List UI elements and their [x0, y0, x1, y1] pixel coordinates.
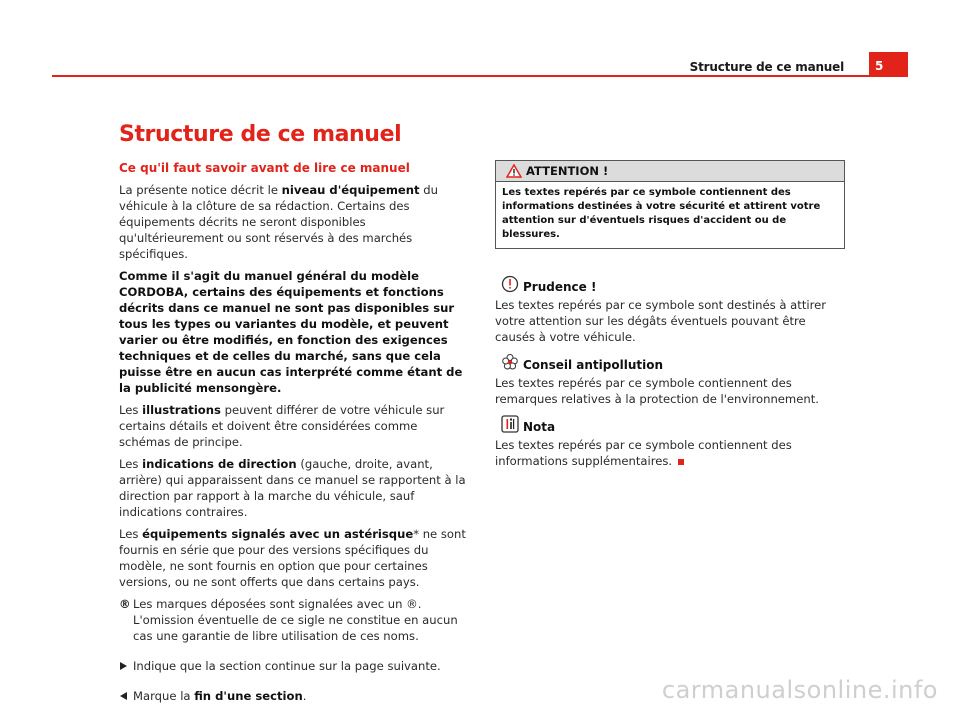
prudence-text: Les textes repérés par ce symbole sont destinés à attirer votre attention sur les dégâts éventuels pouvant être causés à votre véhicule.	[495, 298, 826, 344]
environment-label: Conseil antipollution	[523, 358, 664, 372]
right-column	[495, 160, 845, 477]
attention-text: Les textes repérés par ce symbole contiennent des informations destinées à votre sécurité et attirent votre attention sur d'éventuels risques d'accident ou de blessures.	[502, 187, 821, 240]
flower-icon	[501, 353, 519, 371]
text: Les	[119, 403, 143, 417]
section-heading: Ce qu'il faut savoir avant de lire ce manuel	[119, 161, 410, 175]
text: peuvent différer de votre véhicule sur certains détails et doivent être considérées comme schémas de principe.	[119, 403, 445, 449]
text: .	[302, 689, 307, 703]
nota-block	[495, 415, 845, 469]
text: (gauche, droite, avant, arrière) qui apparaissent dans ce manuel se rapportent à la direction par rapport à la marche du véhicule, sauf indications contraires.	[119, 457, 466, 519]
paragraph-general-manual: Comme il s'agit du manuel général du modèle CORDOBA, certains des équipements et fonctions décrits dans ce manuel ne sont pas disponibles sur tous les types ou variantes du modèle, et peuvent varier ou être modifiés, en fonction des exigences techniques et de celles du marché, sans que cela puisse être en aucun cas interprété comme étant de la publicité mensongère.	[119, 269, 463, 395]
environment-block	[495, 353, 845, 407]
page-title: Structure de ce manuel	[119, 122, 402, 147]
arrow-right-icon	[120, 662, 127, 670]
prudence-header	[495, 275, 845, 295]
emphasis: fin d'une section	[194, 689, 303, 703]
prudence-block	[495, 275, 845, 345]
text: Les	[119, 527, 143, 541]
continue-item	[119, 658, 469, 674]
arrow-left-icon	[120, 692, 127, 700]
emphasis: niveau d'équipement	[281, 183, 420, 197]
nota-label: Nota	[523, 420, 556, 434]
text: La présente notice décrit le	[119, 183, 282, 197]
header-divider	[52, 75, 908, 77]
attention-label: ATTENTION !	[526, 164, 609, 178]
caution-icon	[501, 275, 519, 293]
text: Marque la	[133, 689, 195, 703]
text: * ne sont fournis en série que pour des versions spécifiques du modèle, ne sont fournis en option que pour certaines versions, ou ne sont offerts que dans certains pays.	[119, 527, 466, 589]
emphasis: indications de direction	[142, 457, 297, 471]
end-section-item	[119, 688, 469, 704]
nota-text: Les textes repérés par ce symbole contiennent des informations supplémentaires.	[495, 438, 792, 468]
paragraph-directions	[119, 456, 469, 520]
emphasis: équipements signalés avec un astérisque	[142, 527, 414, 541]
attention-header	[496, 161, 844, 182]
text: Les	[119, 457, 143, 471]
continue-text: Indique que la section continue sur la page suivante.	[133, 659, 441, 673]
paragraph-illustrations	[119, 402, 469, 450]
paragraph-asterisk	[119, 526, 469, 590]
warning-triangle-icon	[506, 164, 522, 178]
watermark-text: carmanualsonline.info	[661, 676, 938, 704]
nota-header	[495, 415, 845, 435]
emphasis: illustrations	[142, 403, 221, 417]
left-column	[119, 160, 469, 704]
registered-trademark-item	[119, 596, 469, 644]
header-section-title: Structure de ce manuel	[689, 60, 844, 74]
environment-header	[495, 353, 845, 373]
environment-text: Les textes repérés par ce symbole contiennent des remarques relatives à la protection de l'environnement.	[495, 376, 819, 406]
prudence-label: Prudence !	[523, 280, 597, 294]
section-end-marker	[678, 459, 684, 465]
page-number-badge	[869, 52, 908, 77]
registered-icon: ®	[119, 597, 131, 611]
attention-box	[495, 160, 845, 249]
registered-text: Les marques déposées sont signalées avec un ®. L'omission éventuelle de ce sigle ne constitue en aucun cas une garantie de libre utilisation de ces noms.	[133, 597, 458, 643]
info-icon	[501, 415, 519, 433]
text: du véhicule à la clôture de sa rédaction. Certains des équipements décrits ne seront disponibles qu'ultérieurement ou sont réservés à des marchés spécifiques.	[119, 183, 438, 261]
nota-paragraph	[495, 437, 845, 469]
paragraph-equipment-level	[119, 182, 469, 262]
page-number: 5	[875, 59, 884, 73]
